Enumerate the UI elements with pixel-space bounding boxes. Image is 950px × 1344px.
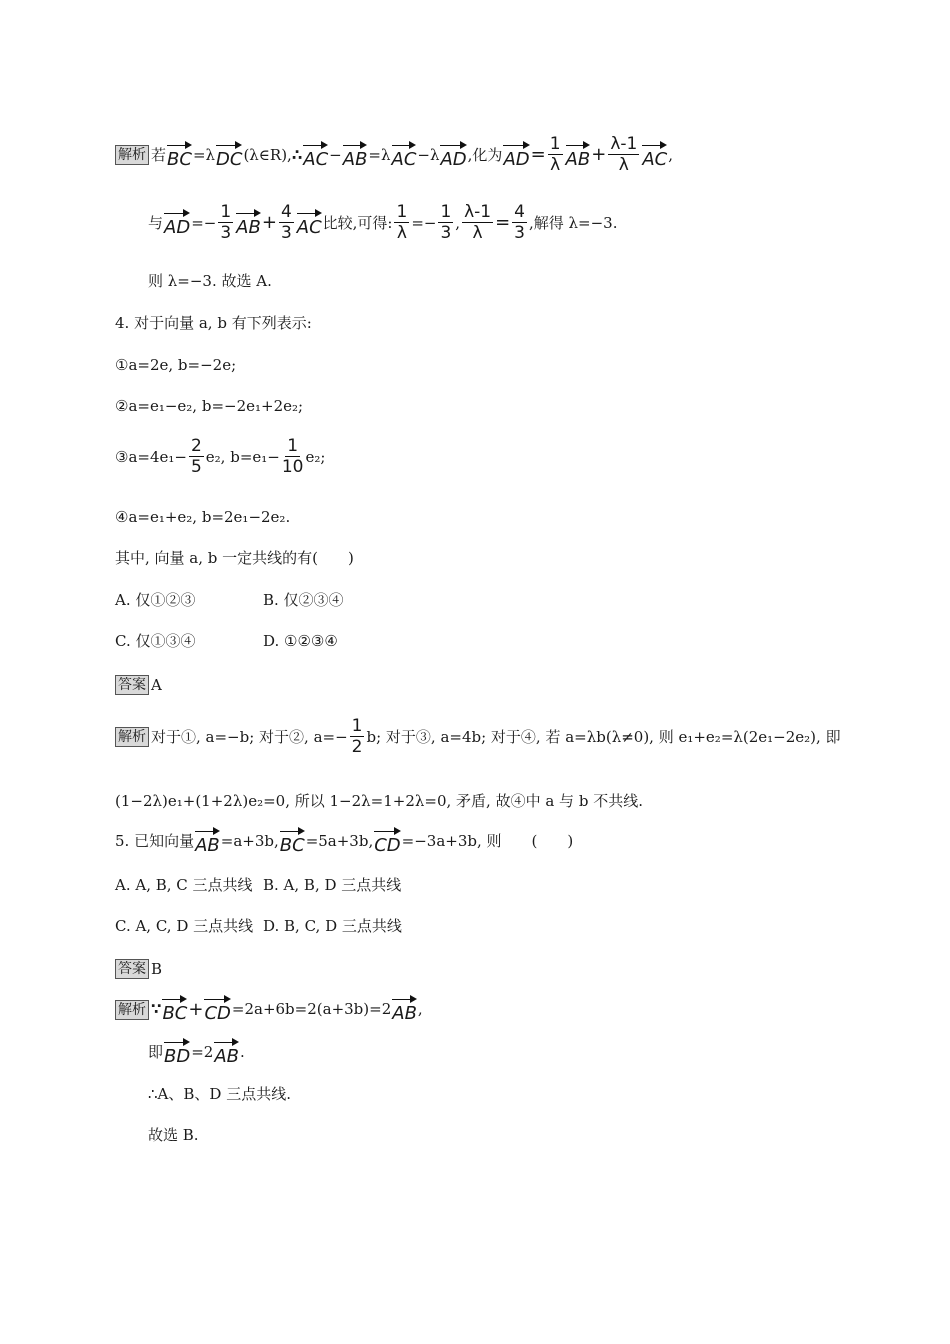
- text: −: [329, 145, 342, 164]
- fraction: [462, 204, 493, 242]
- answer-value: A: [151, 675, 162, 694]
- denominator: λ: [472, 223, 483, 243]
- text: =−: [191, 213, 217, 232]
- vector-bc: BC: [167, 142, 192, 169]
- vector-bd: BD: [164, 1039, 190, 1066]
- question-4-ask: 其中, 向量 a, b 一定共线的有( ): [115, 549, 354, 567]
- analysis-tag: 解析: [115, 1000, 149, 1020]
- numerator: λ-1: [464, 202, 492, 222]
- vector-ab: AB: [343, 142, 368, 169]
- vector-dc: DC: [216, 142, 242, 169]
- fraction: [350, 718, 365, 756]
- text: ,: [417, 1000, 423, 1018]
- vector-ad: AD: [503, 142, 529, 169]
- denominator: λ: [550, 155, 561, 175]
- denominator: 2: [351, 737, 363, 757]
- question-4-option-3: [115, 438, 325, 476]
- vector-bc: BC: [280, 828, 305, 855]
- question-4-answer: [115, 675, 162, 695]
- text: =λ: [368, 145, 391, 164]
- text: ,化为: [467, 145, 503, 164]
- fraction: [394, 204, 409, 242]
- therefore-symbol: ∴: [291, 145, 303, 164]
- numerator: 2: [190, 436, 202, 456]
- denominator: λ: [396, 223, 407, 243]
- choice-b: B. 仅②③④: [263, 591, 344, 609]
- text: =: [530, 144, 546, 165]
- vector-ab: AB: [566, 142, 591, 169]
- fraction: [608, 136, 639, 174]
- denominator: 10: [281, 457, 304, 477]
- denominator: 3: [220, 223, 232, 243]
- text: −λ: [417, 145, 440, 164]
- text: ,: [455, 213, 461, 232]
- analysis-tag: 解析: [115, 727, 149, 747]
- vector-ab: AB: [392, 996, 417, 1023]
- vector-cd: CD: [374, 828, 400, 855]
- question-4-stem: 4. 对于向量 a, b 有下列表示:: [115, 314, 312, 332]
- vector-ac: AC: [392, 142, 417, 169]
- answer-tag: 答案: [115, 675, 149, 695]
- fraction: [548, 136, 563, 174]
- fraction: [189, 438, 204, 476]
- text: =5a+3b,: [305, 832, 374, 850]
- text: ③a=4e₁−: [115, 447, 187, 466]
- denominator: 5: [190, 457, 202, 477]
- vector-ab: AB: [214, 1039, 239, 1066]
- fraction: [282, 438, 304, 476]
- fraction: [279, 204, 294, 242]
- text: ,: [668, 145, 673, 164]
- text: 5. 已知向量: [115, 832, 195, 850]
- question-5-stem: [115, 828, 573, 855]
- choice-c: C. 仅①③④: [115, 632, 196, 650]
- numerator: 4: [514, 202, 525, 222]
- vector-ac: AC: [297, 210, 322, 237]
- vector-ad: AD: [164, 210, 190, 237]
- text: 即: [148, 1043, 164, 1061]
- text: e₂;: [305, 447, 326, 466]
- text: 若: [151, 145, 167, 164]
- text: =2: [191, 1043, 214, 1061]
- vector-cd: CD: [204, 996, 230, 1023]
- numerator: λ-1: [610, 134, 638, 154]
- denominator: 3: [514, 223, 525, 243]
- numerator: 1: [440, 202, 452, 222]
- vector-ab: AB: [236, 210, 261, 237]
- question-4-option-4: ④a=e₁+e₂, b=2e₁−2e₂.: [115, 508, 291, 526]
- numerator: 1: [287, 436, 299, 456]
- choice-b: B. A, B, D 三点共线: [263, 876, 402, 894]
- numerator: 4: [280, 202, 292, 222]
- numerator: 1: [351, 716, 363, 736]
- text: +: [261, 212, 277, 233]
- numerator: 1: [549, 134, 561, 154]
- choice-a: A. A, B, C 三点共线: [115, 876, 253, 894]
- analysis-tag: 解析: [115, 145, 149, 165]
- fraction: [438, 204, 453, 242]
- text: =: [495, 212, 511, 233]
- vector-ab: AB: [195, 828, 220, 855]
- question-5-analysis-line-1: [115, 996, 423, 1023]
- text: +: [591, 144, 607, 165]
- text: =−3a+3b, 则 ( ): [401, 832, 574, 850]
- question-4-option-2: ②a=e₁−e₂, b=−2e₁+2e₂;: [115, 397, 304, 415]
- text: 比较,可得:: [322, 213, 393, 232]
- because-symbol: ∵: [151, 1000, 162, 1018]
- question-4-option-1: ①a=2e, b=−2e;: [115, 356, 237, 374]
- text: 对于①, a=−b; 对于②, a=−: [151, 727, 348, 746]
- vector-ad: AD: [440, 142, 466, 169]
- vector-bc: BC: [162, 996, 187, 1023]
- text: (λ∈R),: [243, 145, 292, 164]
- choice-d: D. B, C, D 三点共线: [263, 917, 402, 935]
- text: =a+3b,: [220, 832, 279, 850]
- question-5-analysis-line-2: [148, 1039, 245, 1066]
- question-5-answer: [115, 959, 162, 979]
- text: =2a+6b=2(a+3b)=2: [231, 1000, 392, 1018]
- fraction: [218, 204, 233, 242]
- solution-line-1: [115, 136, 673, 174]
- question-5-analysis-line-4: 故选 B.: [148, 1126, 199, 1144]
- question-4-analysis-line-2: (1−2λ)e₁+(1+2λ)e₂=0, 所以 1−2λ=1+2λ=0, 矛盾, 故④中 a 与 b 不共线.: [115, 792, 643, 810]
- vector-ac: AC: [303, 142, 328, 169]
- text: e₂, b=e₁−: [205, 447, 280, 466]
- question-4-analysis-line-1: [115, 718, 841, 756]
- text: b; 对于③, a=4b; 对于④, 若 a=λb(λ≠0), 则 e₁+e₂=λ(2e₁−2e₂), 即: [366, 727, 841, 746]
- text: .: [240, 1043, 245, 1061]
- denominator: 3: [440, 223, 452, 243]
- text: +: [188, 998, 204, 1020]
- vector-ac: AC: [642, 142, 667, 169]
- solution-line-2: [148, 204, 618, 242]
- text: 与: [148, 213, 164, 232]
- denominator: 3: [280, 223, 292, 243]
- solution-line-3: 则 λ=−3. 故选 A.: [148, 272, 272, 290]
- fraction: [512, 204, 527, 242]
- answer-value: B: [151, 959, 163, 978]
- question-5-analysis-line-3: ∴A、B、D 三点共线.: [148, 1085, 291, 1103]
- numerator: 1: [220, 202, 232, 222]
- denominator: λ: [618, 155, 629, 175]
- choice-a: A. 仅①②③: [115, 591, 196, 609]
- text: ,解得 λ=−3.: [529, 213, 618, 232]
- answer-tag: 答案: [115, 959, 149, 979]
- text: =−: [411, 213, 437, 232]
- choice-d: D. ①②③④: [263, 632, 338, 650]
- choice-c: C. A, C, D 三点共线: [115, 917, 254, 935]
- text: =λ: [192, 145, 216, 164]
- numerator: 1: [396, 202, 408, 222]
